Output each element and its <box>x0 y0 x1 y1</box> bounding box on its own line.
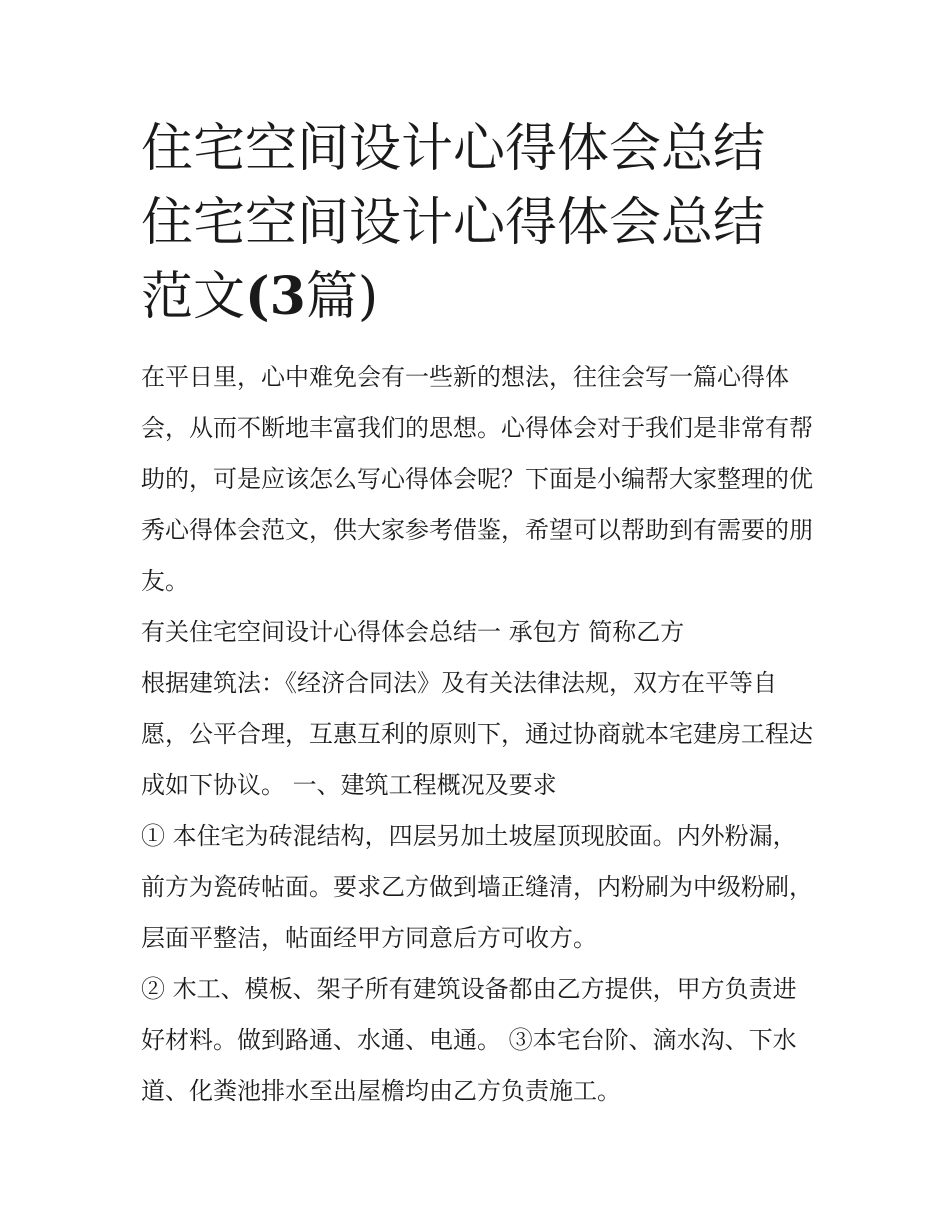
clause-1-paragraph: ① 本住宅为砖混结构，四层另加土坡屋顶现胶面。内外粉漏，前方为瓷砖帖面。要求乙方做到墙正缝清，内粉刷为中级粉刷，层面平整洁，帖面经甲方同意后方可收方。 <box>141 822 813 952</box>
title-text: 住宅空间设计心得体会总结 住宅空间设计心得体会总结范文 <box>141 119 766 327</box>
title-count: (3 <box>245 266 306 327</box>
clause-2-paragraph: ② 木工、模板、架子所有建筑设备都由乙方提供，甲方负责进好材料。做到路通、水通、电通。 ③本宅台阶、滴水沟、下水道、化粪池排水至出屋檐均由乙方负责施工。 <box>141 975 797 1105</box>
document-content <box>141 112 816 1117</box>
title-suffix: 篇) <box>305 267 379 327</box>
document-title <box>141 112 816 334</box>
intro-paragraph: 在平日里，心中难免会有一些新的想法，往往会写一篇心得体会，从而不断地丰富我们的思想。心得体会对于我们是非常有帮助的，可是应该怎么写心得体会呢？下面是小编帮大家整理的优秀心得体会范文，供大家参考借鉴，希望可以帮助到有需要的朋友。 <box>141 363 813 595</box>
section-heading: 有关住宅空间设计心得体会总结一 承包方 简称乙方 <box>141 618 685 646</box>
agreement-paragraph: 根据建筑法：《经济合同法》及有关法律法规，双方在平等自愿，公平合理，互惠互利的原则下，通过协商就本宅建房工程达成如下协议。 一、建筑工程概况及要求 <box>141 669 813 799</box>
